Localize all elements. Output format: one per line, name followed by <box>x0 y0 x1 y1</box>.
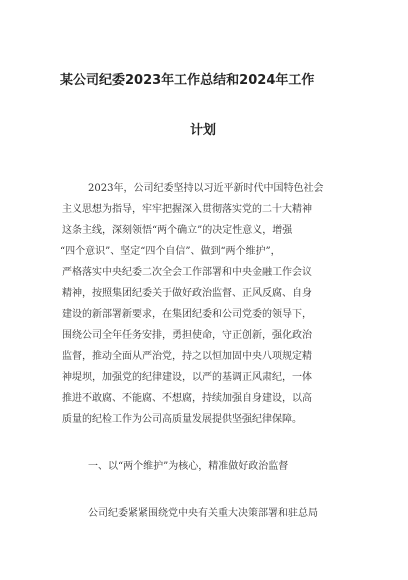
paragraph-1-line: 严格落实中央纪委二次全会工作部署和中央金融工作会议 <box>62 267 312 278</box>
paragraph-1-line: 推进不敢腐、不能腐、不想腐，持续加强自身建设，以高 <box>62 393 312 404</box>
paragraph-1-line: 质量的纪检工作为公司高质量发展提供坚强纪律保障。 <box>62 414 302 425</box>
paragraph-1-line: “四个意识”、坚定“四个自信”、做到“两个维护”， <box>60 246 281 257</box>
paragraph-1-line: 围绕公司全年任务安排，勇担使命，守正创新，强化政治 <box>62 330 312 341</box>
paragraph-1-line: 2023年，公司纪委坚持以习近平新时代中国特色社会 <box>88 183 324 194</box>
paragraph-1-line: 神堤坝，加强党的纪律建设，以严的基调正风肃纪，一体 <box>62 372 312 383</box>
document-title-line-2: 计划 <box>190 123 217 138</box>
paragraph-1-line: 这条主线，深刻领悟“两个确立”的决定性意义，增强 <box>62 225 293 236</box>
document-title-line-1: 某公司纪委2023年工作总结和2024年工作 <box>60 73 315 88</box>
paragraph-1-line: 主义思想为指导，牢牢把握深入贯彻落实党的二十大精神 <box>62 204 312 215</box>
paragraph-1-line: 建设的新部署新要求，在集团纪委和公司党委的领导下， <box>62 309 312 320</box>
paragraph-1-line: 监督，推动全面从严治党，持之以恒加固中央八项规定精 <box>62 351 312 362</box>
paragraph-2-line: 公司纪委紧紧围绕党中央有关重大决策部署和驻总局 <box>88 508 318 519</box>
section-heading-1: 一、以“两个维护”为核心，精准做好政治监督 <box>88 461 289 472</box>
paragraph-1-line: 精神，按照集团纪委关于做好政治监督、正风反腐、自身 <box>62 288 312 299</box>
